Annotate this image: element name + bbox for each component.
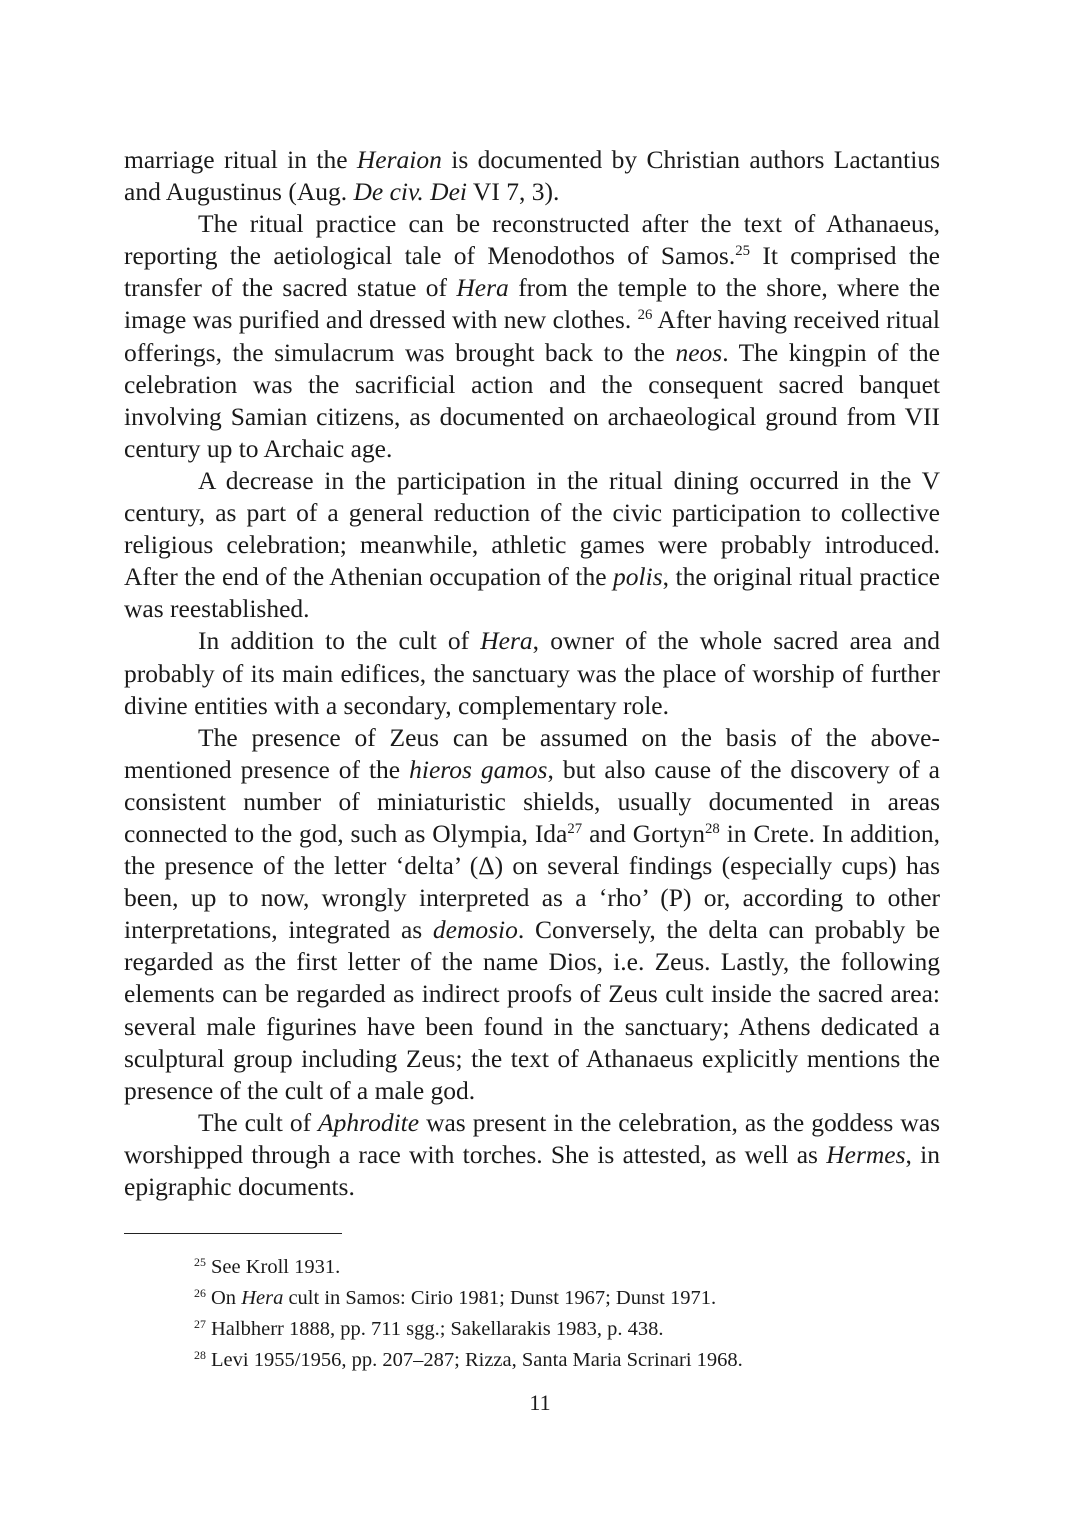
italic-text: demosio (432, 915, 518, 945)
footnote (194, 1252, 954, 1283)
text-run: Halbherr 1888, pp. 711 sgg.; Sakellarakis 1983, p. 438. (205, 1318, 664, 1340)
page-number: 11 (529, 1390, 551, 1415)
text-run: The cult of (198, 1107, 319, 1137)
paragraph (124, 208, 940, 465)
paragraph (124, 1107, 940, 1203)
paragraph (124, 625, 940, 721)
body-text (124, 144, 940, 1203)
footnotes (194, 1252, 954, 1376)
text-run: On (205, 1287, 242, 1309)
text-run: The ritual practice can be reconstructed after the text of Athanaeus, reporting the aetiological tale of Menodothos of Samos. (124, 209, 940, 271)
text-run: See Kroll 1931. (205, 1256, 341, 1278)
footnote-number: 27 (194, 1316, 206, 1331)
footnote (194, 1345, 954, 1376)
text-run: was present in the celebration, as the goddess was worshipped through a race with torches. She is attested, as well as (124, 1107, 940, 1169)
paragraph (124, 144, 940, 208)
footnote-ref: 27 (567, 821, 583, 838)
footnote-number: 26 (194, 1285, 206, 1300)
italic-text: Hera (456, 273, 509, 303)
italic-text: hieros gamos (409, 754, 548, 784)
italic-text: Heraion (356, 145, 442, 174)
text-run: marriage ritual in the (124, 145, 357, 174)
footnote-ref: 28 (705, 821, 720, 838)
text-run: , but also cause of the discovery of a consistent number of miniaturistic shields, usually documented in areas connected to the god, such as Olympia, Ida (124, 754, 940, 848)
text-run: , owner of the whole sacred area and probably of its main edifices, the sanctuary was the place of worship of further divine entities with a secondary, complementary role. (124, 626, 940, 720)
text-run: A decrease in the participation in the ritual dining occurred in the V century, as part of a general reduction of the civic participation to collective religious celebration; meanwhile, athletic games were probably introduced. After the end of the Athenian occupation of the (124, 465, 940, 592)
footnote (194, 1314, 954, 1345)
text-run: In addition to the cult of (198, 626, 481, 656)
text-run: After having received ritual offerings, the simulacrum was brought back to the (124, 305, 940, 367)
text-run: . Conversely, the delta can probably be regarded as the first letter of the name Dios, i.e. Zeus. Lastly, the following elements can be regarded as indirect proofs of Zeus cult inside the sacred area: several male figurines have been found in the sanctuary; Athens dedicated a sculptural group including Zeus; the text of Athanaeus explicitly mentions the presence of the cult of a male god. (124, 915, 940, 1105)
paragraph (124, 722, 940, 1107)
text-run: Levi 1955/1956, pp. 207–287; Rizza, Santa Maria Scrinari 1968. (205, 1349, 743, 1371)
italic-text: De civ. Dei (353, 177, 468, 207)
footnote-ref: 25 (735, 243, 750, 260)
italic-text: neos (675, 337, 723, 367)
paragraph (124, 465, 940, 625)
footnote-separator (124, 1233, 342, 1234)
text-run: The presence of Zeus can be assumed on the basis of the above-mentioned presence of the (124, 722, 940, 784)
text-run: in Crete. In addition, the presence of the letter ‘delta’ (Δ) on several findings (especially cups) has been, up to now, wrongly interpreted as a ‘rho’ (P) or, according to other interpretations, integrated as (124, 818, 941, 945)
text-run: It comprised the transfer of the sacred statue of (124, 241, 940, 303)
text-run: , the original ritual practice was reestablished. (124, 562, 940, 624)
footnote (194, 1283, 954, 1314)
italic-text: Hermes (826, 1139, 906, 1169)
text-run: and Gortyn (582, 818, 706, 848)
text-run: . The kingpin of the celebration was the sacrificial action and the consequent sacred banquet involving Samian citizens, as documented on archaeological ground from VII century up to Archaic age. (124, 337, 940, 463)
text-run: cult in Samos: Cirio 1981; Dunst 1967; Dunst 1971. (283, 1287, 717, 1309)
footnote-number: 25 (194, 1254, 206, 1269)
italic-text: Aphrodite (318, 1107, 420, 1137)
italic-text: Hera (480, 626, 533, 656)
text-run: is documented by Christian authors Lactantius and Augustinus (Aug. (124, 145, 940, 207)
footnote-ref: 26 (637, 307, 653, 324)
text-run: , in epigraphic documents. (124, 1139, 940, 1201)
italic-text: Hera (241, 1287, 284, 1309)
italic-text: polis (613, 562, 663, 592)
footnote-number: 28 (194, 1347, 206, 1362)
text-run: from the temple to the shore, where the image was purified and dressed with new clothes. (124, 273, 941, 335)
text-run: VI 7, 3). (467, 177, 560, 207)
